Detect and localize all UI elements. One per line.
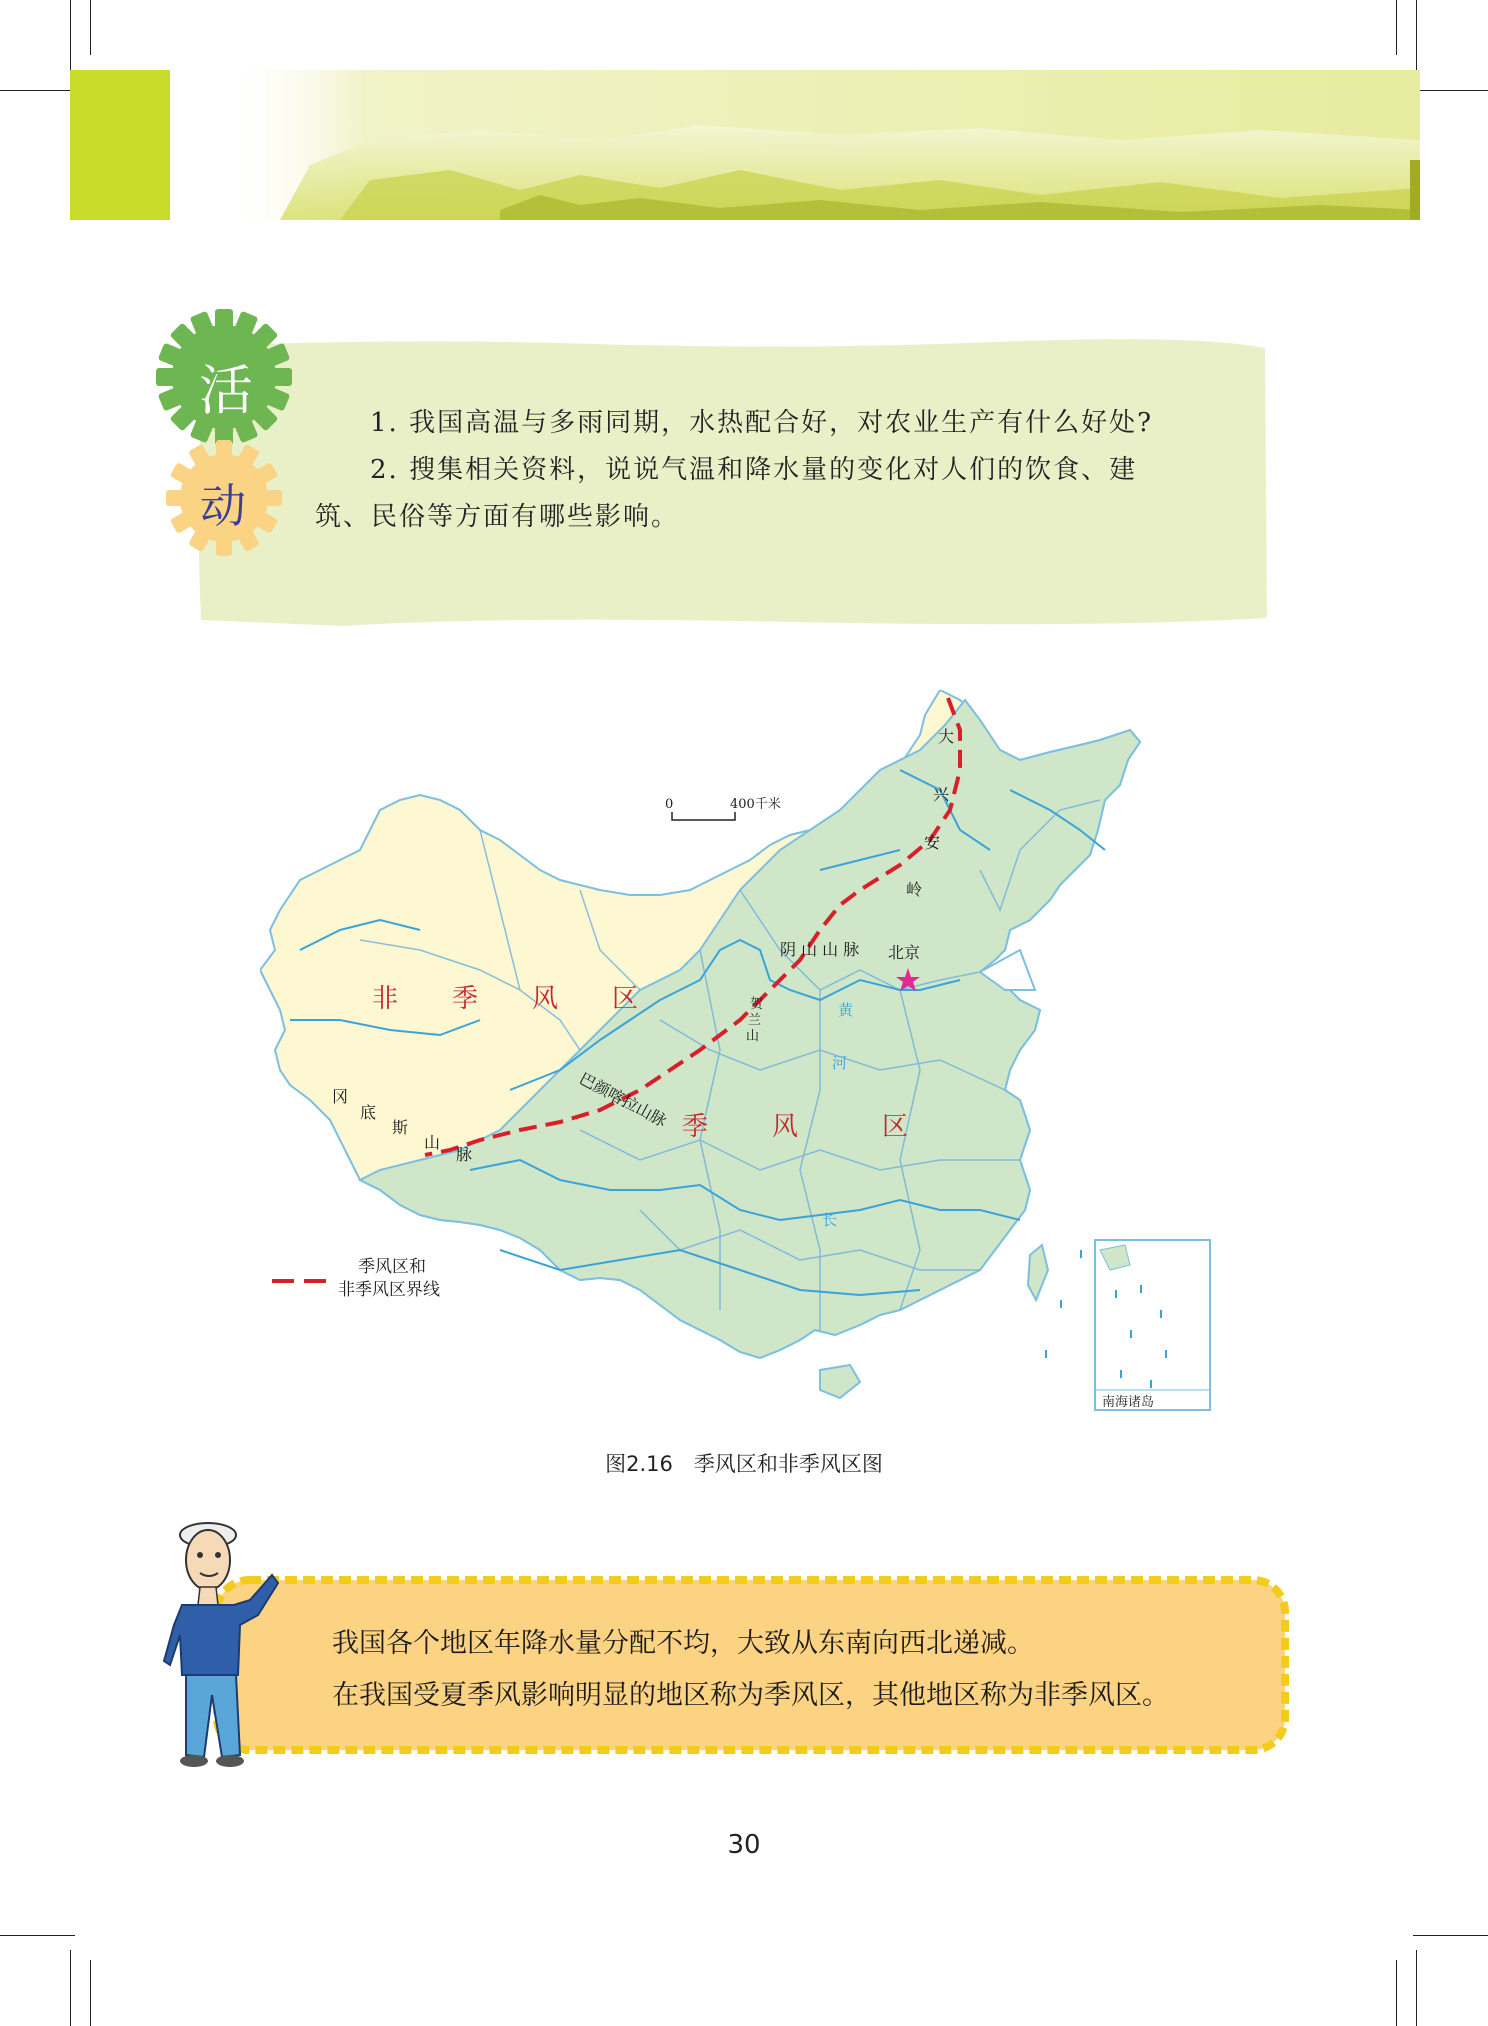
south-china-sea-label: 南海诸岛	[1102, 1395, 1155, 1410]
scale-zero: 0	[665, 797, 674, 812]
gangdise-4: 山	[424, 1133, 441, 1152]
scale-distance: 400千米	[730, 797, 781, 812]
monsoon-char-2: 风	[772, 1112, 799, 1142]
crop-mark	[1413, 90, 1488, 91]
huanghe-2: 河	[832, 1054, 848, 1072]
monsoon-region-map	[260, 690, 1250, 1430]
daxinganling-4: 岭	[906, 880, 923, 899]
nonmonsoon-char-1: 非	[372, 984, 399, 1014]
taiwan	[1028, 1245, 1048, 1300]
crop-mark	[90, 0, 91, 55]
crop-mark	[1416, 0, 1417, 75]
summary-line-2: 在我国受夏季风影响明显的地区称为季风区，其他地区称为非季风区。	[332, 1680, 1169, 1711]
legend-line-2: 非季风区界线	[338, 1280, 440, 1300]
crop-mark	[90, 1960, 91, 2026]
legend-line-1: 季风区和	[358, 1257, 426, 1277]
header-landscape-banner	[220, 70, 1420, 220]
nonmonsoon-char-4: 区	[612, 984, 639, 1014]
activity-item-2-continued: 筑、民俗等方面有哪些影响。	[315, 502, 680, 532]
activity-item-1: 1. 我国高温与多雨同期，水热配合好，对农业生产有什么好处?	[370, 408, 1154, 438]
helanshan-2: 兰	[748, 1013, 762, 1028]
daxinganling-3: 安	[924, 833, 941, 852]
page-number: 30	[727, 1830, 761, 1860]
helanshan-3: 山	[746, 1029, 760, 1044]
activity-badge-char-dong: 动	[200, 479, 246, 533]
nonmonsoon-char-3: 风	[532, 984, 559, 1014]
gangdise-2: 底	[360, 1103, 377, 1122]
gangdise-5: 脉	[456, 1145, 473, 1164]
daxinganling-2: 兴	[933, 785, 950, 804]
figure-caption: 图2.16 季风区和非季风区图	[605, 1452, 883, 1476]
crop-mark	[0, 1935, 75, 1936]
activity-badge-char-huo: 活	[199, 359, 253, 422]
bayankala-label: 巴颜喀拉山脉	[576, 1068, 670, 1131]
summary-line-1: 我国各个地区年降水量分配不均，大致从东南向西北递减。	[332, 1628, 1034, 1659]
crop-mark	[1396, 0, 1397, 55]
monsoon-char-3: 区	[882, 1112, 909, 1142]
crop-mark	[0, 90, 75, 91]
crop-mark	[70, 1950, 71, 2026]
daxinganling-1: 大	[938, 727, 955, 746]
helanshan-1: 贺	[750, 997, 764, 1012]
hainan	[820, 1365, 860, 1398]
teacher-cartoon-figure	[160, 1505, 280, 1770]
crop-mark	[1396, 1960, 1397, 2026]
activity-item-2: 2. 搜集相关资料，说说气温和降水量的变化对人们的饮食、建	[370, 455, 1138, 485]
gangdise-3: 斯	[392, 1118, 409, 1137]
crop-mark	[70, 0, 71, 75]
crop-mark	[1413, 1935, 1488, 1936]
chapter-color-tab	[70, 70, 170, 220]
gangdise-1: 冈	[332, 1087, 349, 1106]
summary-note-text	[332, 1618, 1169, 1722]
huanghe-1: 黄	[838, 1001, 854, 1019]
activity-questions	[315, 400, 1238, 541]
monsoon-char-1: 季	[682, 1112, 709, 1142]
crop-mark	[1416, 1950, 1417, 2026]
changjiang-1: 长	[822, 1211, 838, 1229]
nonmonsoon-char-2: 季	[452, 984, 479, 1014]
yinshan-label: 阴 山 山 脉	[780, 940, 860, 959]
beijing-label: 北京	[888, 943, 921, 962]
